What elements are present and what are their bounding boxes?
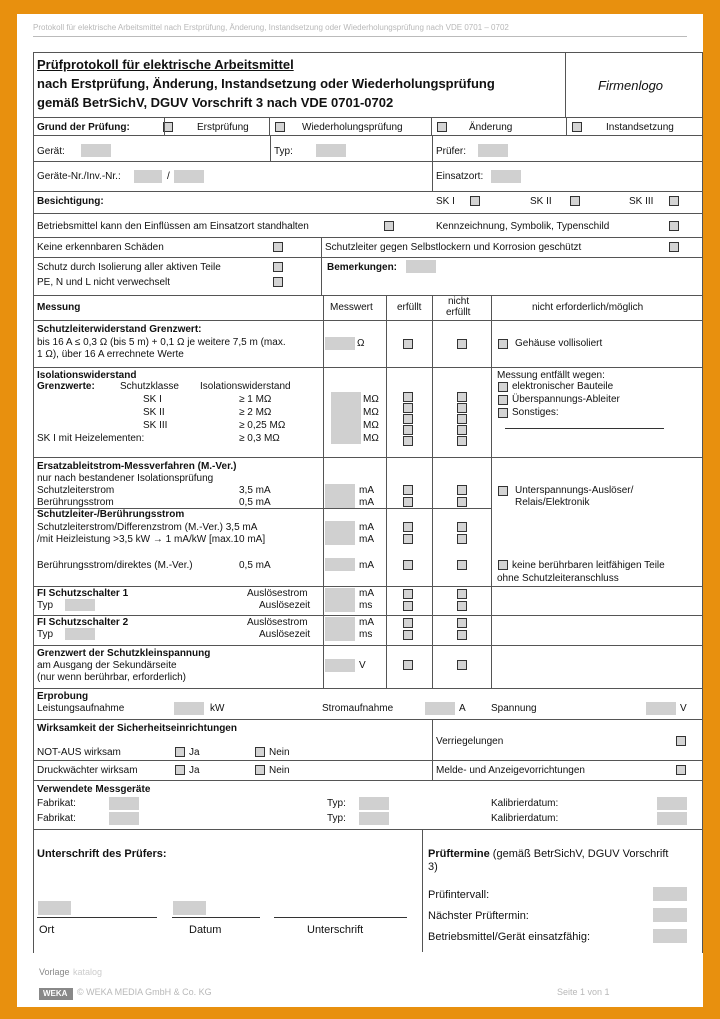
fi1-value-field[interactable] bbox=[325, 588, 355, 612]
fi1-ausloesezeit: Auslösezeit bbox=[259, 600, 311, 611]
footer-weka: WEKA bbox=[43, 989, 68, 998]
option-instandsetzung: Instandsetzung bbox=[606, 122, 674, 133]
checkbox-slw-ok[interactable] bbox=[403, 339, 413, 349]
checkbox-kleinsp-ok[interactable] bbox=[403, 660, 413, 670]
iso-entfaellt: Messung entfällt wegen: bbox=[497, 370, 605, 381]
diff-line-3: Berührungsstrom/direktes (M.-Ver.) bbox=[37, 560, 193, 571]
checkbox-besicht-6[interactable] bbox=[273, 277, 283, 287]
ersatz-v1: 3,5 mA bbox=[239, 485, 271, 496]
diff-v3: 0,5 mA bbox=[239, 560, 271, 571]
iso-value-field[interactable] bbox=[331, 392, 361, 444]
unterschrift-line[interactable] bbox=[274, 917, 407, 918]
footer-vorlage: Vorlage bbox=[39, 967, 70, 977]
mg-typ-label-2: Typ: bbox=[327, 813, 346, 824]
checkbox-iso-2-ok[interactable] bbox=[403, 403, 413, 413]
option-wiederholung: Wiederholungsprüfung bbox=[302, 122, 403, 133]
iso-unit-2: MΩ bbox=[363, 407, 379, 418]
protocol-page bbox=[17, 14, 703, 1007]
mg-typ-field-2[interactable] bbox=[359, 812, 389, 825]
checkbox-iso-1-nok[interactable] bbox=[457, 392, 467, 402]
einsatzort-label: Einsatzort: bbox=[436, 171, 484, 182]
checkbox-iso-elektronik[interactable] bbox=[498, 382, 508, 392]
einsatzfaehig-field[interactable] bbox=[653, 929, 687, 943]
iso-row-3-k: SK III bbox=[143, 420, 168, 431]
kalib-label-2: Kalibrierdatum: bbox=[491, 813, 559, 824]
checkbox-verriegelungen[interactable] bbox=[676, 736, 686, 746]
checkbox-iso-5-ok[interactable] bbox=[403, 436, 413, 446]
iso-grenz: Grenzwerte: bbox=[37, 381, 95, 392]
kleinsp-value-field[interactable] bbox=[325, 659, 355, 672]
iso-reason-3: Sonstiges: bbox=[512, 407, 559, 418]
checkbox-besicht-4[interactable] bbox=[669, 242, 679, 252]
messgeraete-title: Verwendete Messgeräte bbox=[37, 784, 151, 795]
checkbox-ersatz-2-ok[interactable] bbox=[403, 497, 413, 507]
checkbox-notaus-ja[interactable] bbox=[175, 747, 185, 757]
nicht-header-2: erfüllt bbox=[446, 307, 471, 318]
checkbox-melde[interactable] bbox=[676, 765, 686, 775]
termine-title: Prüftermine bbox=[428, 848, 490, 860]
iso-row-2-v: ≥ 2 MΩ bbox=[239, 407, 272, 418]
checkbox-fi2-2-nok[interactable] bbox=[457, 630, 467, 640]
company-logo: Firmenlogo bbox=[598, 78, 664, 93]
besicht-item-3: Keine erkennbaren Schäden bbox=[37, 242, 164, 253]
naechster-label: Nächster Prüftermin: bbox=[428, 910, 529, 922]
geraete-nr-slash: / bbox=[167, 171, 170, 182]
erprobung-unit-a: A bbox=[459, 703, 466, 714]
geraet-label: Gerät: bbox=[37, 146, 65, 157]
leistung-field[interactable] bbox=[174, 702, 204, 715]
druck-ja: Ja bbox=[189, 765, 200, 776]
fi2-typ-field[interactable] bbox=[65, 628, 95, 640]
fi2-title: FI Schutzschalter 2 bbox=[37, 617, 129, 628]
ersatz-note-2: Relais/Elektronik bbox=[515, 497, 590, 508]
nicht-header-1: nicht bbox=[448, 296, 470, 307]
sk1-label: SK I bbox=[436, 196, 455, 207]
checkbox-notaus-nein[interactable] bbox=[255, 747, 265, 757]
diff-unit-3: mA bbox=[359, 560, 374, 571]
header-rule bbox=[33, 36, 687, 37]
ersatz-v2: 0,5 mA bbox=[239, 497, 271, 508]
fi2-ausloesezeit: Auslösezeit bbox=[259, 629, 311, 640]
bemerkungen-field[interactable] bbox=[406, 260, 436, 273]
erprobung-unit-kw: kW bbox=[210, 703, 225, 714]
checkbox-besicht-2[interactable] bbox=[669, 221, 679, 231]
checkbox-fi1-1-nok[interactable] bbox=[457, 589, 467, 599]
unterschrift-label: Unterschrift bbox=[307, 924, 364, 936]
grund-label: Grund der Prüfung: bbox=[37, 122, 130, 133]
checkbox-ersatz-1-ok[interactable] bbox=[403, 485, 413, 495]
slw-note: Gehäuse vollisoliert bbox=[515, 338, 603, 349]
fi2-value-field[interactable] bbox=[325, 617, 355, 641]
option-erstpruefung: Erstprüfung bbox=[197, 122, 249, 133]
checkbox-iso-4-ok[interactable] bbox=[403, 425, 413, 435]
ersatz-title: Ersatzableitstrom-Messverfahren (M.-Ver.) bbox=[37, 461, 237, 472]
mg-typ-field-1[interactable] bbox=[359, 797, 389, 810]
fi1-ausloesestrom: Auslösestrom bbox=[247, 588, 308, 599]
checkbox-fi2-1-ok[interactable] bbox=[403, 618, 413, 628]
checkbox-ersatz-1-nok[interactable] bbox=[457, 485, 467, 495]
checkbox-ersatz-na[interactable] bbox=[498, 486, 508, 496]
wirksam-title: Wirksamkeit der Sicherheitseinrichtungen bbox=[37, 723, 237, 734]
fi2-ausloesestrom: Auslösestrom bbox=[247, 617, 308, 628]
checkbox-iso-3-ok[interactable] bbox=[403, 414, 413, 424]
form-subtitle-1: nach Erstprüfung, Änderung, Instandsetzung oder Wiederholungsprüfung bbox=[37, 76, 495, 91]
messung-header: Messung bbox=[37, 302, 81, 313]
checkbox-kleinsp-nok[interactable] bbox=[457, 660, 467, 670]
checkbox-sk2[interactable] bbox=[570, 196, 580, 206]
iso-title: Isolationswiderstand bbox=[37, 370, 137, 381]
iso-sonstiges-line[interactable] bbox=[505, 428, 664, 429]
sk2-label: SK II bbox=[530, 196, 552, 207]
vorlage-logo bbox=[39, 966, 103, 1002]
checkbox-diff-3-nok[interactable] bbox=[457, 560, 467, 570]
checkbox-besicht-5[interactable] bbox=[273, 262, 283, 272]
kalib-label-1: Kalibrierdatum: bbox=[491, 798, 559, 809]
checkbox-diff-3-ok[interactable] bbox=[403, 560, 413, 570]
checkbox-diff-2-nok[interactable] bbox=[457, 534, 467, 544]
pruefer-field[interactable] bbox=[478, 144, 508, 157]
notaus-nein: Nein bbox=[269, 747, 290, 758]
checkbox-iso-sonstiges[interactable] bbox=[498, 408, 508, 418]
unterschrift-title: Unterschrift des Prüfers: bbox=[37, 848, 167, 860]
ersatz-r1: Schutzleiterstrom bbox=[37, 485, 115, 496]
checkbox-sk3[interactable] bbox=[669, 196, 679, 206]
checkbox-iso-5-nok[interactable] bbox=[457, 436, 467, 446]
geraete-nr-field[interactable] bbox=[134, 170, 162, 183]
iso-reason-1: elektronischer Bauteile bbox=[512, 381, 614, 392]
kleinsp-line-1: am Ausgang der Sekundärseite bbox=[37, 660, 177, 671]
druck-label: Druckwächter wirksam bbox=[37, 765, 138, 776]
intervall-label: Prüfintervall: bbox=[428, 889, 490, 901]
checkbox-ersatz-2-nok[interactable] bbox=[457, 497, 467, 507]
checkbox-iso-4-nok[interactable] bbox=[457, 425, 467, 435]
diff-line-2: /mit Heizleistung >3,5 kW → 1 mA/kW [max.10 mA] bbox=[37, 534, 266, 545]
fabrikat-label-2: Fabrikat: bbox=[37, 813, 76, 824]
fi2-unit-2: ms bbox=[359, 629, 373, 640]
form-title: Prüfprotokoll für elektrische Arbeitsmittel bbox=[37, 57, 294, 72]
ersatz-unit-2: mA bbox=[359, 497, 374, 508]
iso-row-3-v: ≥ 0,25 MΩ bbox=[239, 420, 286, 431]
kleinsp-title: Grenzwert der Schutzkleinspannung bbox=[37, 648, 211, 659]
slw-line-2: 1 Ω), über 16 A errechnete Werte bbox=[37, 349, 184, 360]
bemerkungen-label: Bemerkungen: bbox=[327, 262, 398, 273]
ersatz-unit-1: mA bbox=[359, 485, 374, 496]
footer-page: Seite 1 von 1 bbox=[557, 987, 610, 997]
erprobung-title: Erprobung bbox=[37, 691, 89, 702]
checkbox-wiederholung[interactable] bbox=[275, 122, 285, 132]
iso-unit-3: MΩ bbox=[363, 420, 379, 431]
besichtigung-label: Besichtigung: bbox=[37, 196, 104, 207]
inv-nr-field[interactable] bbox=[174, 170, 204, 183]
slw-title: Schutzleiterwiderstand Grenzwert: bbox=[37, 324, 202, 335]
iso-unit-4: MΩ bbox=[363, 433, 379, 444]
checkbox-besicht-1[interactable] bbox=[384, 221, 394, 231]
iso-row-4-v: ≥ 0,3 MΩ bbox=[239, 433, 280, 444]
checkbox-diff-1-nok[interactable] bbox=[457, 522, 467, 532]
strom-field[interactable] bbox=[425, 702, 455, 715]
checkbox-iso-3-nok[interactable] bbox=[457, 414, 467, 424]
iso-col-klasse: Schutzklasse bbox=[120, 381, 179, 392]
mg-typ-label-1: Typ: bbox=[327, 798, 346, 809]
checkbox-druck-ja[interactable] bbox=[175, 765, 185, 775]
diff-note-1: keine berührbaren leitfähigen Teile bbox=[512, 560, 665, 571]
checkbox-diff-1-ok[interactable] bbox=[403, 522, 413, 532]
erprobung-spannung: Spannung bbox=[491, 703, 537, 714]
checkbox-iso-1-ok[interactable] bbox=[403, 392, 413, 402]
kalib-field-2[interactable] bbox=[657, 812, 687, 825]
slw-value-field[interactable] bbox=[325, 337, 355, 350]
diff-value-field[interactable] bbox=[325, 521, 355, 545]
sk3-label: SK III bbox=[629, 196, 654, 207]
datum-field[interactable] bbox=[173, 901, 206, 915]
ersatz-note-1: Unterspannungs-Auslöser/ bbox=[515, 485, 634, 496]
fabrikat-field-1[interactable] bbox=[109, 797, 139, 810]
termine-sub-1: (gemäß BetrSichV, DGUV Vorschrift bbox=[489, 848, 669, 860]
checkbox-besicht-3[interactable] bbox=[273, 242, 283, 252]
notaus-ja: Ja bbox=[189, 747, 200, 758]
iso-row-1-k: SK I bbox=[143, 394, 162, 405]
ort-label: Ort bbox=[39, 924, 55, 936]
slw-unit: Ω bbox=[357, 338, 365, 349]
iso-col-widerstand: Isolationswiderstand bbox=[200, 381, 291, 392]
checkbox-fi1-1-ok[interactable] bbox=[403, 589, 413, 599]
termine-title-line bbox=[428, 848, 668, 860]
checkbox-sk1[interactable] bbox=[470, 196, 480, 206]
footer-copyright: © WEKA MEDIA GmbH & Co. KG bbox=[77, 987, 212, 997]
fi1-unit-1: mA bbox=[359, 588, 374, 599]
termine-sub-2: 3) bbox=[428, 861, 438, 873]
erprobung-unit-v: V bbox=[680, 703, 687, 714]
fi2-typ: Typ bbox=[37, 629, 54, 640]
form-subtitle-2: gemäß BetrSichV, DGUV Vorschrift 3 nach VDE 0701-0702 bbox=[37, 95, 394, 110]
checkbox-iso-2-nok[interactable] bbox=[457, 403, 467, 413]
typ-field[interactable] bbox=[316, 144, 346, 157]
checkbox-instandsetzung[interactable] bbox=[572, 122, 582, 132]
besicht-item-4: Schutzleiter gegen Selbstlockern und Korrosion geschützt bbox=[325, 242, 582, 253]
fi1-typ: Typ bbox=[37, 600, 54, 611]
naechster-field[interactable] bbox=[653, 908, 687, 922]
ort-field[interactable] bbox=[38, 901, 71, 915]
erprobung-strom: Stromaufnahme bbox=[322, 703, 394, 714]
diff-unit-1: mA bbox=[359, 522, 374, 533]
fi1-title: FI Schutzschalter 1 bbox=[37, 588, 129, 599]
diff-unit-2: mA bbox=[359, 534, 374, 545]
pruefer-label: Prüfer: bbox=[436, 146, 467, 157]
slw-line-1: bis 16 A ≤ 0,3 Ω (bis 5 m) + 0,1 Ω je weitere 7,5 m (max. bbox=[37, 337, 286, 348]
besicht-item-2: Kennzeichnung, Symbolik, Typenschild bbox=[436, 221, 610, 232]
ersatz-value-field[interactable] bbox=[325, 484, 355, 508]
checkbox-diff-na[interactable] bbox=[498, 560, 508, 570]
intervall-field[interactable] bbox=[653, 887, 687, 901]
option-aenderung: Änderung bbox=[469, 122, 513, 133]
checkbox-iso-ableiter[interactable] bbox=[498, 395, 508, 405]
kleinsp-line-2: (nur wenn berührbar, erforderlich) bbox=[37, 672, 186, 683]
einsatzort-field[interactable] bbox=[491, 170, 521, 183]
checkbox-fi1-2-ok[interactable] bbox=[403, 601, 413, 611]
einsatzfaehig-label: Betriebsmittel/Gerät einsatzfähig: bbox=[428, 931, 591, 943]
diff-title: Schutzleiter-/Berührungsstrom bbox=[37, 509, 185, 520]
typ-label: Typ: bbox=[274, 146, 293, 157]
besicht-item-6: PE, N und L nicht verwechselt bbox=[37, 277, 171, 288]
checkbox-slw-nok[interactable] bbox=[457, 339, 467, 349]
ersatz-r2: Berührungsstrom bbox=[37, 497, 114, 508]
nicht-erforderlich-header: nicht erforderlich/möglich bbox=[532, 302, 644, 313]
ersatz-sub: nur nach bestandener Isolationsprüfung bbox=[37, 473, 214, 484]
iso-reason-2: Überspannungs-Ableiter bbox=[512, 394, 620, 405]
fabrikat-field-2[interactable] bbox=[109, 812, 139, 825]
fabrikat-label-1: Fabrikat: bbox=[37, 798, 76, 809]
kalib-field-1[interactable] bbox=[657, 797, 687, 810]
melde-label: Melde- und Anzeigevorrichtungen bbox=[436, 765, 585, 776]
geraet-field[interactable] bbox=[81, 144, 111, 157]
datum-label: Datum bbox=[189, 924, 222, 936]
checkbox-slw-na[interactable] bbox=[498, 339, 508, 349]
kleinsp-unit: V bbox=[359, 660, 366, 671]
checkbox-aenderung[interactable] bbox=[437, 122, 447, 132]
fi1-typ-field[interactable] bbox=[65, 599, 95, 611]
diff-direct-field[interactable] bbox=[325, 558, 355, 571]
verriegelungen-label: Verriegelungen bbox=[436, 736, 504, 747]
diff-line-1: Schutzleiterstrom/Differenzstrom (M.-Ver.) 3,5 mA bbox=[37, 522, 258, 533]
checkbox-fi1-2-nok[interactable] bbox=[457, 601, 467, 611]
iso-unit-1: MΩ bbox=[363, 394, 379, 405]
diff-note-2: ohne Schutzleiteranschluss bbox=[497, 573, 619, 584]
checkbox-diff-2-ok[interactable] bbox=[403, 534, 413, 544]
erfuellt-header: erfüllt bbox=[397, 302, 422, 313]
druck-nein: Nein bbox=[269, 765, 290, 776]
erprobung-leistung: Leistungsaufnahme bbox=[37, 703, 125, 714]
fi2-unit-1: mA bbox=[359, 617, 374, 628]
geraete-nr-label: Geräte-Nr./Inv.-Nr.: bbox=[37, 171, 121, 182]
weka-logo bbox=[39, 988, 73, 1000]
besicht-item-5: Schutz durch Isolierung aller aktiven Teile bbox=[37, 262, 221, 273]
notaus-label: NOT-AUS wirksam bbox=[37, 747, 121, 758]
iso-row-1-v: ≥ 1 MΩ bbox=[239, 394, 272, 405]
iso-row-4-k: SK I mit Heizelementen: bbox=[37, 433, 145, 444]
spannung-field[interactable] bbox=[646, 702, 676, 715]
messwert-header: Messwert bbox=[330, 302, 373, 313]
checkbox-fi2-2-ok[interactable] bbox=[403, 630, 413, 640]
checkbox-fi2-1-nok[interactable] bbox=[457, 618, 467, 628]
checkbox-druck-nein[interactable] bbox=[255, 765, 265, 775]
fi1-unit-2: ms bbox=[359, 600, 373, 611]
iso-row-2-k: SK II bbox=[143, 407, 165, 418]
footer-katalog: katalog bbox=[73, 967, 103, 977]
header-note: Protokoll für elektrische Arbeitsmittel nach Erstprüfung, Änderung, Instandsetzung oder Wiederholungsprüfung nach VDE 0701 – 0702 bbox=[33, 23, 509, 32]
besicht-item-1: Betriebsmittel kann den Einflüssen am Einsatzort standhalten bbox=[37, 221, 309, 232]
